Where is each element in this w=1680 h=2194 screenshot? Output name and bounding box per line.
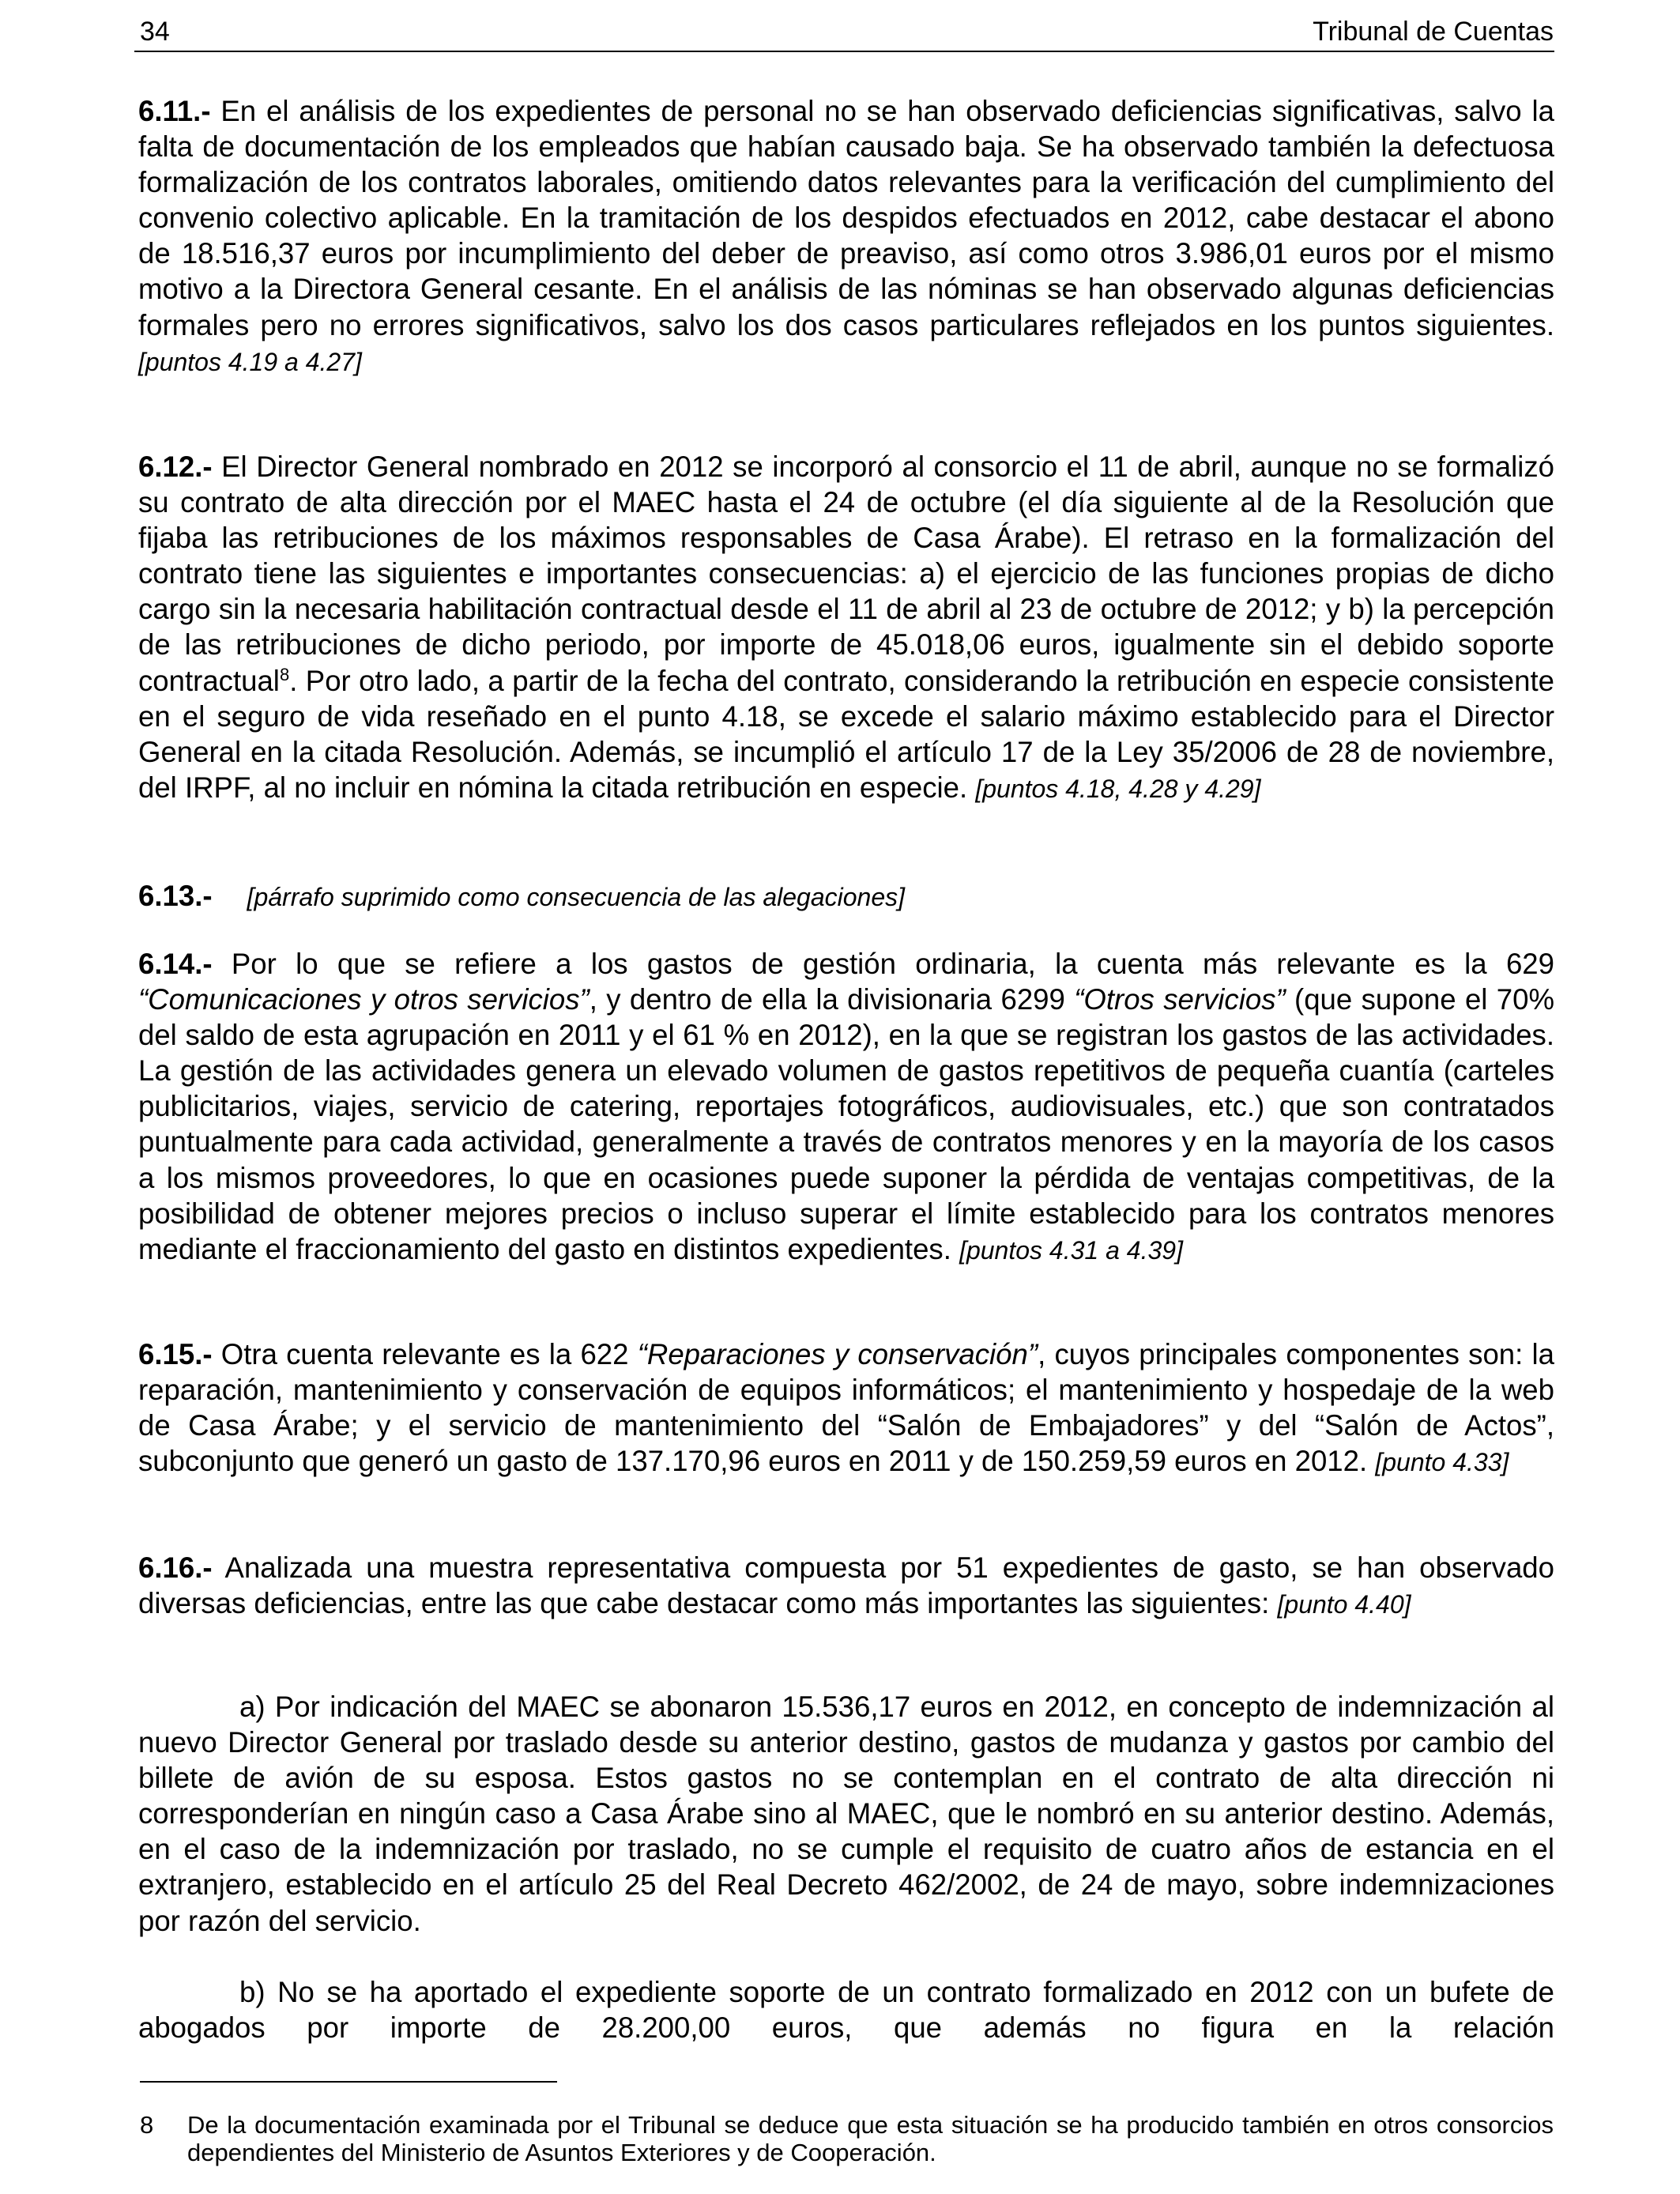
footnote-marker: 8 [279,664,290,684]
paragraph-6-15 [138,1336,1554,1480]
paragraph-text: , cuyos principales componentes son: la reparación, mantenimiento y conservación de equipos informáticos; el mantenimiento y hospedaje de la web de Casa Árabe; y el servicio de mantenimiento del “Salón de Embajadores” y del “Salón de Actos”, subconjunto que generó un gasto de 137.170,96 euros en 2011 y de 150.259,59 euros en 2012. [138,1338,1554,1478]
italic-term: “Otros servicios” [1074,983,1286,1016]
paragraph-text: Otra cuenta relevante es la 622 [212,1338,638,1370]
paragraph-6-12 [138,449,1554,807]
footnote [140,2111,1554,2166]
paragraph-6-11 [138,93,1554,380]
reference-note: [puntos 4.31 a 4.39] [959,1235,1183,1265]
page-number: 34 [140,17,170,47]
paragraph-6-13 [138,878,1554,915]
reference-note: [punto 4.33] [1375,1448,1509,1477]
paragraph-number: 6.14.- [138,948,213,980]
header-divider [134,51,1554,52]
paragraph-text: (que supone el 70% del saldo de esta agrupación en 2011 y el 61 % en 2012), en la que se registran los gastos de las actividades. La gestión de las actividades genera un elevado volumen de gastos repetitivos de pequeña cuantía (carteles publicitarios, viajes, servicio de catering, reportajes fotográficos, audiovisuales, etc.) que son contratados puntualmente para cada actividad, generalmente a través de contratos menores y en la mayoría de los casos a los mismos proveedores, lo que en ocasiones puede suponer la pérdida de ventajas competitivas, de la posibilidad de obtener mejores precios o incluso superar el límite establecido para los contratos menores mediante el fraccionamiento del gasto en distintos expedientes. [138,983,1555,1265]
italic-term: “Reparaciones y conservación” [637,1338,1038,1370]
reference-note: [puntos 4.18, 4.28 y 4.29] [975,774,1261,803]
running-title: Tribunal de Cuentas [1313,17,1554,47]
paragraph-number: 6.11.- [138,95,211,127]
footnote-divider [140,2081,557,2083]
reference-note: [puntos 4.19 a 4.27] [138,347,362,376]
reference-note: [punto 4.40] [1277,1590,1411,1619]
paragraph-number: 6.15.- [138,1338,213,1370]
paragraph-6-16 [138,1550,1554,1623]
paragraph-text: a) Por indicación del MAEC se abonaron 15.536,17 euros en 2012, en concepto de indemnización al nuevo Director General por traslado desde su anterior destino, gastos de mudanza y gastos por cambio del billete de avión de su esposa. Estos gastos no se contemplan en el contrato de alta dirección ni corresponderían en ningún caso a Casa Árabe sino al MAEC, que le nombró en su anterior destino. Además, en el caso de la indemnización por traslado, no se cumple el requisito de cuatro años de estancia en el extranjero, establecido en el artículo 25 del Real Decreto 462/2002, de 24 de mayo, sobre indemnizaciones por razón del servicio. [138,1691,1554,1937]
footnote-text: De la documentación examinada por el Tribunal se deduce que esta situación se ha producido también en otros consorcios dependientes del Ministerio de Asuntos Exteriores y de Cooperación. [187,2111,1554,2166]
paragraph-6-16-b [138,1974,1554,2045]
paragraph-text: . Por otro lado, a partir de la fecha del contrato, considerando la retribución en especie consistente en el seguro de vida reseñado en el punto 4.18, se excede el salario máximo establecido para el Director General en la citada Resolución. Además, se incumplió el artículo 17 de la Ley 35/2006 de 28 de noviembre, del IRPF, al no incluir en nómina la citada retribución en especie. [138,664,1554,804]
paragraph-text: El Director General nombrado en 2012 se incorporó al consorcio el 11 de abril, aunque no se formalizó su contrato de alta dirección por el MAEC hasta el 24 de octubre (el día siguiente al de la Resolución que fijaba las retribuciones de los máximos responsables de Casa Árabe). El retraso en la formalización del contrato tiene las siguientes e importantes consecuencias: a) el ejercicio de las funciones propias de dicho cargo sin la necesaria habilitación contractual desde el 11 de abril al 23 de octubre de 2012; y b) la percepción de las retribuciones de dicho periodo, por importe de 45.018,06 euros, igualmente sin el debido soporte contractual [138,450,1554,697]
paragraph-6-16-a [138,1689,1554,1939]
footnote-number: 8 [140,2111,154,2139]
paragraph-number: 6.12.- [138,450,213,483]
reference-note: [párrafo suprimido como consecuencia de las alegaciones] [247,883,906,911]
italic-term: “Comunicaciones y otros servicios” [138,983,590,1016]
paragraph-text: En el análisis de los expedientes de personal no se han observado deficiencias significativas, salvo la falta de documentación de los empleados que habían causado baja. Se ha observado también la defectuosa formalización de los contratos laborales, omitiendo datos relevantes para la verificación del cumplimiento del convenio colectivo aplicable. En la tramitación de los despidos efectuados en 2012, cabe destacar el abono de 18.516,37 euros por incumplimiento del deber de preaviso, así como otros 3.986,01 euros por el mismo motivo a la Directora General cesante. En el análisis de las nóminas se han observado algunas deficiencias formales pero no errores significativos, salvo los dos casos particulares reflejados en los puntos siguientes. [138,95,1554,341]
paragraph-number: 6.16.- [138,1551,213,1584]
paragraph-text: , y dentro de ella la divisionaria 6299 [589,983,1075,1016]
paragraph-text: Analizada una muestra representativa compuesta por 51 expedientes de gasto, se han observado diversas deficiencias, entre las que cabe destacar como más importantes las siguientes: [138,1551,1554,1620]
paragraph-text: Por lo que se refiere a los gastos de gestión ordinaria, la cuenta más relevante es la 629 [212,948,1554,980]
paragraph-6-14 [138,946,1554,1269]
paragraph-text: b) No se ha aportado el expediente soporte de un contrato formalizado en 2012 con un bufete de abogados por importe de 28.200,00 euros, que además no figura en la relación [138,1976,1554,2045]
paragraph-number: 6.13.- [138,880,213,912]
